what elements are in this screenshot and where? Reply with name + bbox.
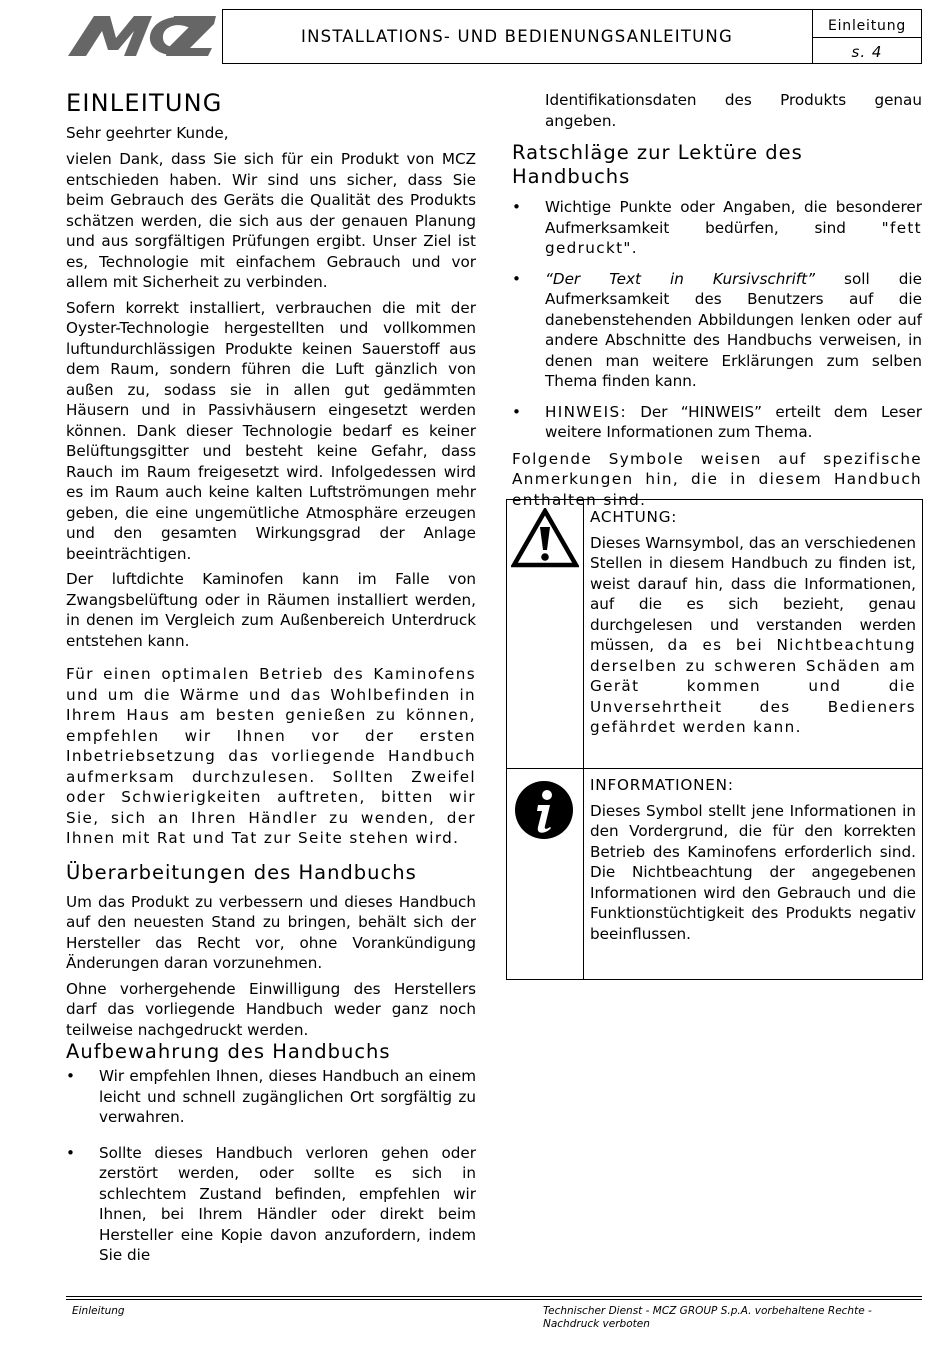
page-heading: EINLEITUNG <box>66 89 223 117</box>
footer-rule <box>66 1299 922 1300</box>
mcz-logo <box>66 14 216 58</box>
bullet-text: Wir empfehlen Ihnen, dieses Handbuch an einem leicht und schnell zugänglichen Ort sorgfältig zu verwahren. <box>99 1067 476 1126</box>
warning-cell <box>590 507 916 738</box>
header-divider <box>812 37 922 38</box>
section-label: Einleitung <box>827 18 907 34</box>
warning-title: ACHTUNG: <box>590 508 678 526</box>
tip-bullet-note <box>512 402 922 443</box>
left-column <box>66 89 476 1266</box>
warning-icon <box>511 508 579 568</box>
page-number: s. 4 <box>851 43 883 61</box>
revision-paragraph: Um das Produkt zu verbessern und dieses Handbuch auf den neuesten Stand zu bringen, behält sich der Hersteller das Recht vor, ohne Vorankündigung Änderungen daran vorzunehmen. <box>66 892 476 972</box>
bullet-dot: • <box>512 198 521 216</box>
bullet-dot: • <box>66 1143 75 1162</box>
info-title: INFORMATIONEN: <box>590 776 734 794</box>
tip-text: Der “HINWEIS” erteilt dem Leser weitere Informationen zum Thema. <box>545 402 922 441</box>
italic-example: “Der Text in Kursivschrift” <box>545 269 815 288</box>
oyster-paragraph: Sofern korrekt installiert, verbrauchen die mit der Oyster-Technologie hergestellten und vollkommen luftundurchlässigen Produkte keinen Sauerstoff aus dem Raum, sondern führen die Luft gänzlich von außen zu, sodass sie in allen gut gedämmten Häusern und in Passivhäusern eingesetzt werden können. Dank dieser Technologie bedarf es keiner Belüftungsgitter und besteht keine Gefahr, dass Rauch im Raum freigesetzt wird. Infolgedessen wird es im Raum auch keine kalten Luftströmungen mehr geben, die eine ungemütliche Atmosphäre erzeugen und den gesamten Wirkungsgrad der Anlage beeinträchtigen. <box>66 298 476 563</box>
reprint-paragraph: Ohne vorhergehende Einwilligung des Herstellers darf das vorliegende Handbuch weder ganz noch teilweise nachgedruckt werden. <box>66 979 476 1039</box>
bullet-text: Sollte dieses Handbuch verloren gehen oder zerstört werden, oder sollte es sich in schlechtem Zustand befinden, empfehlen wir Ihnen, bei Ihrem Händler oder direkt beim Hersteller eine Kopie davon anzufordern, indem Sie die <box>99 1143 476 1264</box>
continued-text: Identifikationsdaten des Produkts genau angeben. <box>545 91 922 130</box>
airtight-paragraph: Der luftdichte Kaminofen kann im Falle von Zwangsbelüftung oder in Räumen installiert werden, in denen im Vergleich zum Außenbereich Unterdruck entstehen kann. <box>66 570 476 650</box>
info-text: Dieses Symbol stellt jene Informationen in den Vordergrund, die für den korrekten Betrieb des Kaminofens erforderlich sind. Die Nichtbeachtung der angegebenen Informationen wird den Gebrauch und die Funktionstüchtigkeit des Produkts negativ beeinflussen. <box>590 801 916 943</box>
bullet-dot: • <box>512 269 521 288</box>
bullet-dot: • <box>66 1067 75 1085</box>
right-column <box>512 90 922 510</box>
manual-title: INSTALLATIONS- UND BEDIENUNGSANLEITUNG <box>301 27 733 46</box>
bullet-text <box>545 197 922 259</box>
tip-text: Wichtige Punkte oder Angaben, die besonderer Aufmerksamkeit bedürfen, sind <box>545 198 922 237</box>
footer-rule <box>66 1296 922 1297</box>
table-column-divider <box>583 499 584 980</box>
storage-bullet-2 <box>66 1143 476 1266</box>
storage-heading: Aufbewahrung des Handbuchs <box>66 1040 391 1063</box>
footer-copyright: Technischer Dienst - MCZ GROUP S.p.A. vorbehaltene Rechte - Nachdruck verboten <box>543 1305 872 1330</box>
revision-heading: Überarbeitungen des Handbuchs <box>66 860 417 884</box>
storage-bullet-1 <box>66 1066 476 1128</box>
info-cell <box>590 775 916 944</box>
tips-heading: Ratschläge zur Lektüre des Handbuchs <box>512 141 803 188</box>
warning-text-part: Dieses Warnsymbol, das an verschiedenen Stellen in diesem Handbuch zu finden ist, weist darauf hin, dass die Informationen, auf die es sich bezieht, genau durchgelesen und verstanden werden müssen, <box>590 533 916 654</box>
info-icon <box>514 780 574 840</box>
bullet-text <box>545 402 922 443</box>
bold-example: "fett gedruckt". <box>545 218 922 257</box>
note-label: HINWEIS: <box>545 402 627 421</box>
bullet-text <box>545 269 922 392</box>
read-manual-paragraph: Für einen optimalen Betrieb des Kaminofens und um die Wärme und das Wohlbefinden in Ihrem Haus am besten genießen zu können, empfehlen wir Ihnen vor der ersten Inbetriebsetzung das vorliegende Handbuch aufmerksam durchzulesen. Sollten Zweifel oder Schwierigkeiten auftreten, bitten wir Sie, sich an Ihren Händler zu wenden, der Ihnen mit Rat und Tat zur Seite stehen wird. <box>66 665 476 847</box>
salutation: Sehr geehrter Kunde, <box>66 123 229 142</box>
bullet-dot: • <box>512 402 521 421</box>
intro-paragraph: vielen Dank, dass Sie sich für ein Produkt von MCZ entschieden haben. Wir sind uns sicher, dass Sie beim Gebrauch des Geräts die Qualität des Produkts schätzen werden, die sich aus der genauen Planung und aus sorgfältigen Prüfungen ergibt. Unser Ziel ist es, Technologie mit einfachem Gebrauch und vor allem mit Sicherheit zu verbinden. <box>66 150 476 291</box>
symbols-intro: Folgende Symbole weisen auf spezifische Anmerkungen hin, die in diesem Handbuch enthalten sind. <box>512 449 922 509</box>
warning-text-part: da es bei Nichtbeachtung derselben zu schweren Schäden am Gerät kommen und die Unversehrtheit des Bedieners gefährdet werden kann. <box>590 636 916 736</box>
tip-bullet-italic <box>512 269 922 392</box>
tip-bullet-bold <box>512 197 922 259</box>
warning-text <box>590 533 916 738</box>
table-row-divider <box>506 768 923 769</box>
footer-section: Einleitung <box>72 1305 125 1317</box>
tip-text: soll die Aufmerksamkeit des Benutzers auf die danebenstehenden Abbildungen lenken oder auf andere Abschnitte des Handbuchs verweisen, in denen man weitere Erklärungen zum selben Thema finden kann. <box>545 269 922 390</box>
